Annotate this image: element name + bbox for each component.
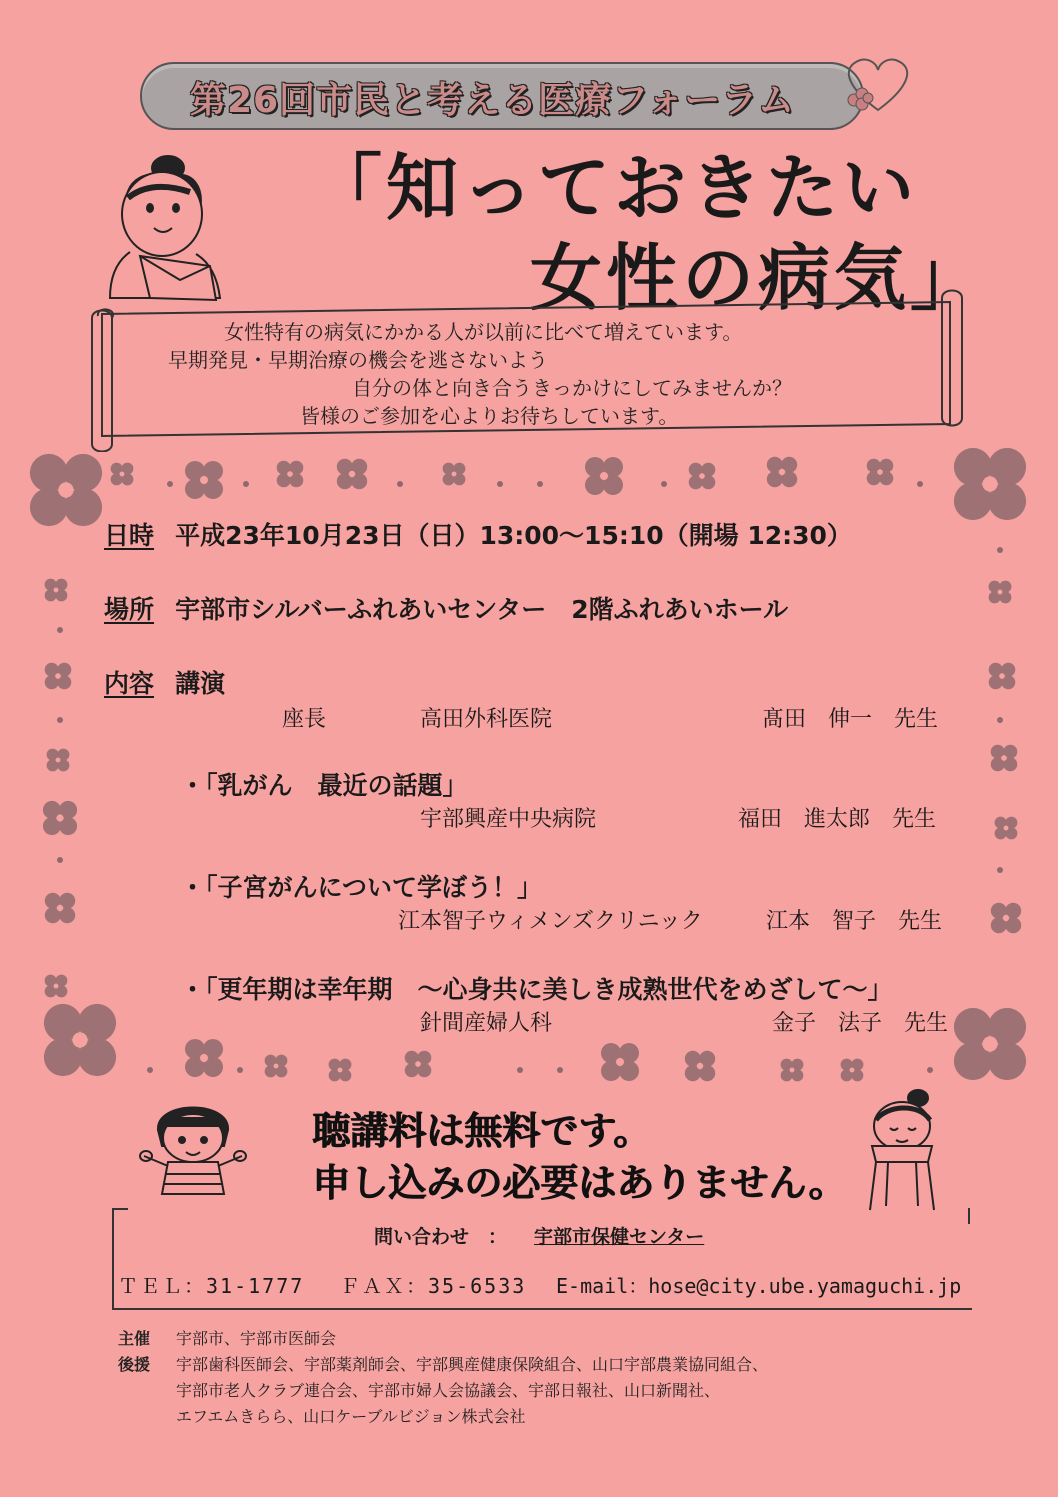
support-line: 宇部市老人クラブ連合会、宇部市婦人会協議会、宇部日報社、山口新聞社、 xyxy=(176,1381,721,1400)
lecture-org: 宇部興産中央病院 xyxy=(420,807,597,832)
content-value: 講演 xyxy=(175,669,226,698)
lecture-speaker: 金子 法子 先生 xyxy=(772,1011,949,1036)
host-label: 主催 xyxy=(118,1329,151,1348)
content-label: 内容 xyxy=(104,669,155,698)
intro-text xyxy=(120,318,940,430)
support-line: 宇部歯科医師会、宇部薬剤師会、宇部興産健康保険組合、山口宇部農業協同組合、 xyxy=(176,1355,769,1374)
main-title-line1: 「知っておきたい xyxy=(310,146,919,230)
datetime-label: 日時 xyxy=(104,521,155,550)
chair-role: 座長 xyxy=(282,707,327,732)
datetime-value: 平成23年10月23日（日）13:00～15:10（開場 12:30） xyxy=(175,521,852,550)
woman-sitting-illustration xyxy=(852,1086,948,1216)
chair-org: 高田外科医院 xyxy=(420,707,553,732)
lecture-org: 江本智子ウィメンズクリニック xyxy=(398,909,703,934)
intro-line: 早期発見・早期治療の機会を逃さないよう xyxy=(168,348,548,372)
girl-illustration xyxy=(138,1090,248,1202)
lecture-title: ・「子宮がんについて学ぼう！」 xyxy=(180,873,543,902)
lecture-speaker: 江本 智子 先生 xyxy=(766,909,943,934)
host-value: 宇部市、宇部市医師会 xyxy=(176,1329,337,1348)
contact-box-corner xyxy=(112,1208,128,1210)
intro-line: 女性特有の病気にかかる人が以前に比べて増えています。 xyxy=(224,320,743,344)
venue-label: 場所 xyxy=(104,595,155,624)
free-admission-notice: 聴講料は無料です。 xyxy=(312,1109,651,1153)
contact-org: 宇部市保健センター xyxy=(534,1226,705,1248)
support-label: 後援 xyxy=(118,1355,151,1374)
main-title-line2: 女性の病気」 xyxy=(530,236,987,320)
forum-name: 第26回市民と考える医療フォーラム xyxy=(190,80,795,121)
lecture-title: ・「更年期は幸年期 ～心身共に美しき成熟世代をめざして～」 xyxy=(180,975,893,1004)
contact-box-corner xyxy=(968,1208,970,1224)
lecture-speaker: 福田 進太郎 先生 xyxy=(738,807,937,832)
contact-email[interactable]: E-mail：hose@city.ube.yamaguchi.jp xyxy=(556,1274,962,1298)
intro-line: 自分の体と向き合うきっかけにしてみませんか？ xyxy=(352,376,792,400)
contact-tel: ＴＥＬ：31-1777 xyxy=(118,1274,305,1298)
heart-icon xyxy=(838,48,918,118)
contact-label: 問い合わせ ： xyxy=(374,1226,508,1248)
support-line: エフエムきらら、山口ケーブルビジョン株式会社 xyxy=(176,1407,526,1426)
lecture-org: 針間産婦人科 xyxy=(420,1011,553,1036)
contact-fax: ＦＡＸ：35-6533 xyxy=(340,1274,527,1298)
lecture-title: ・「乳がん 最近の話題」 xyxy=(180,771,468,800)
venue-value: 宇部市シルバーふれあいセンター 2階ふれあいホール xyxy=(175,595,789,624)
no-registration-notice: 申し込みの必要はありません。 xyxy=(312,1161,847,1205)
intro-line: 皆様のご参加を心よりお待ちしています。 xyxy=(300,404,679,428)
chair-name: 髙田 伸一 先生 xyxy=(762,707,939,732)
